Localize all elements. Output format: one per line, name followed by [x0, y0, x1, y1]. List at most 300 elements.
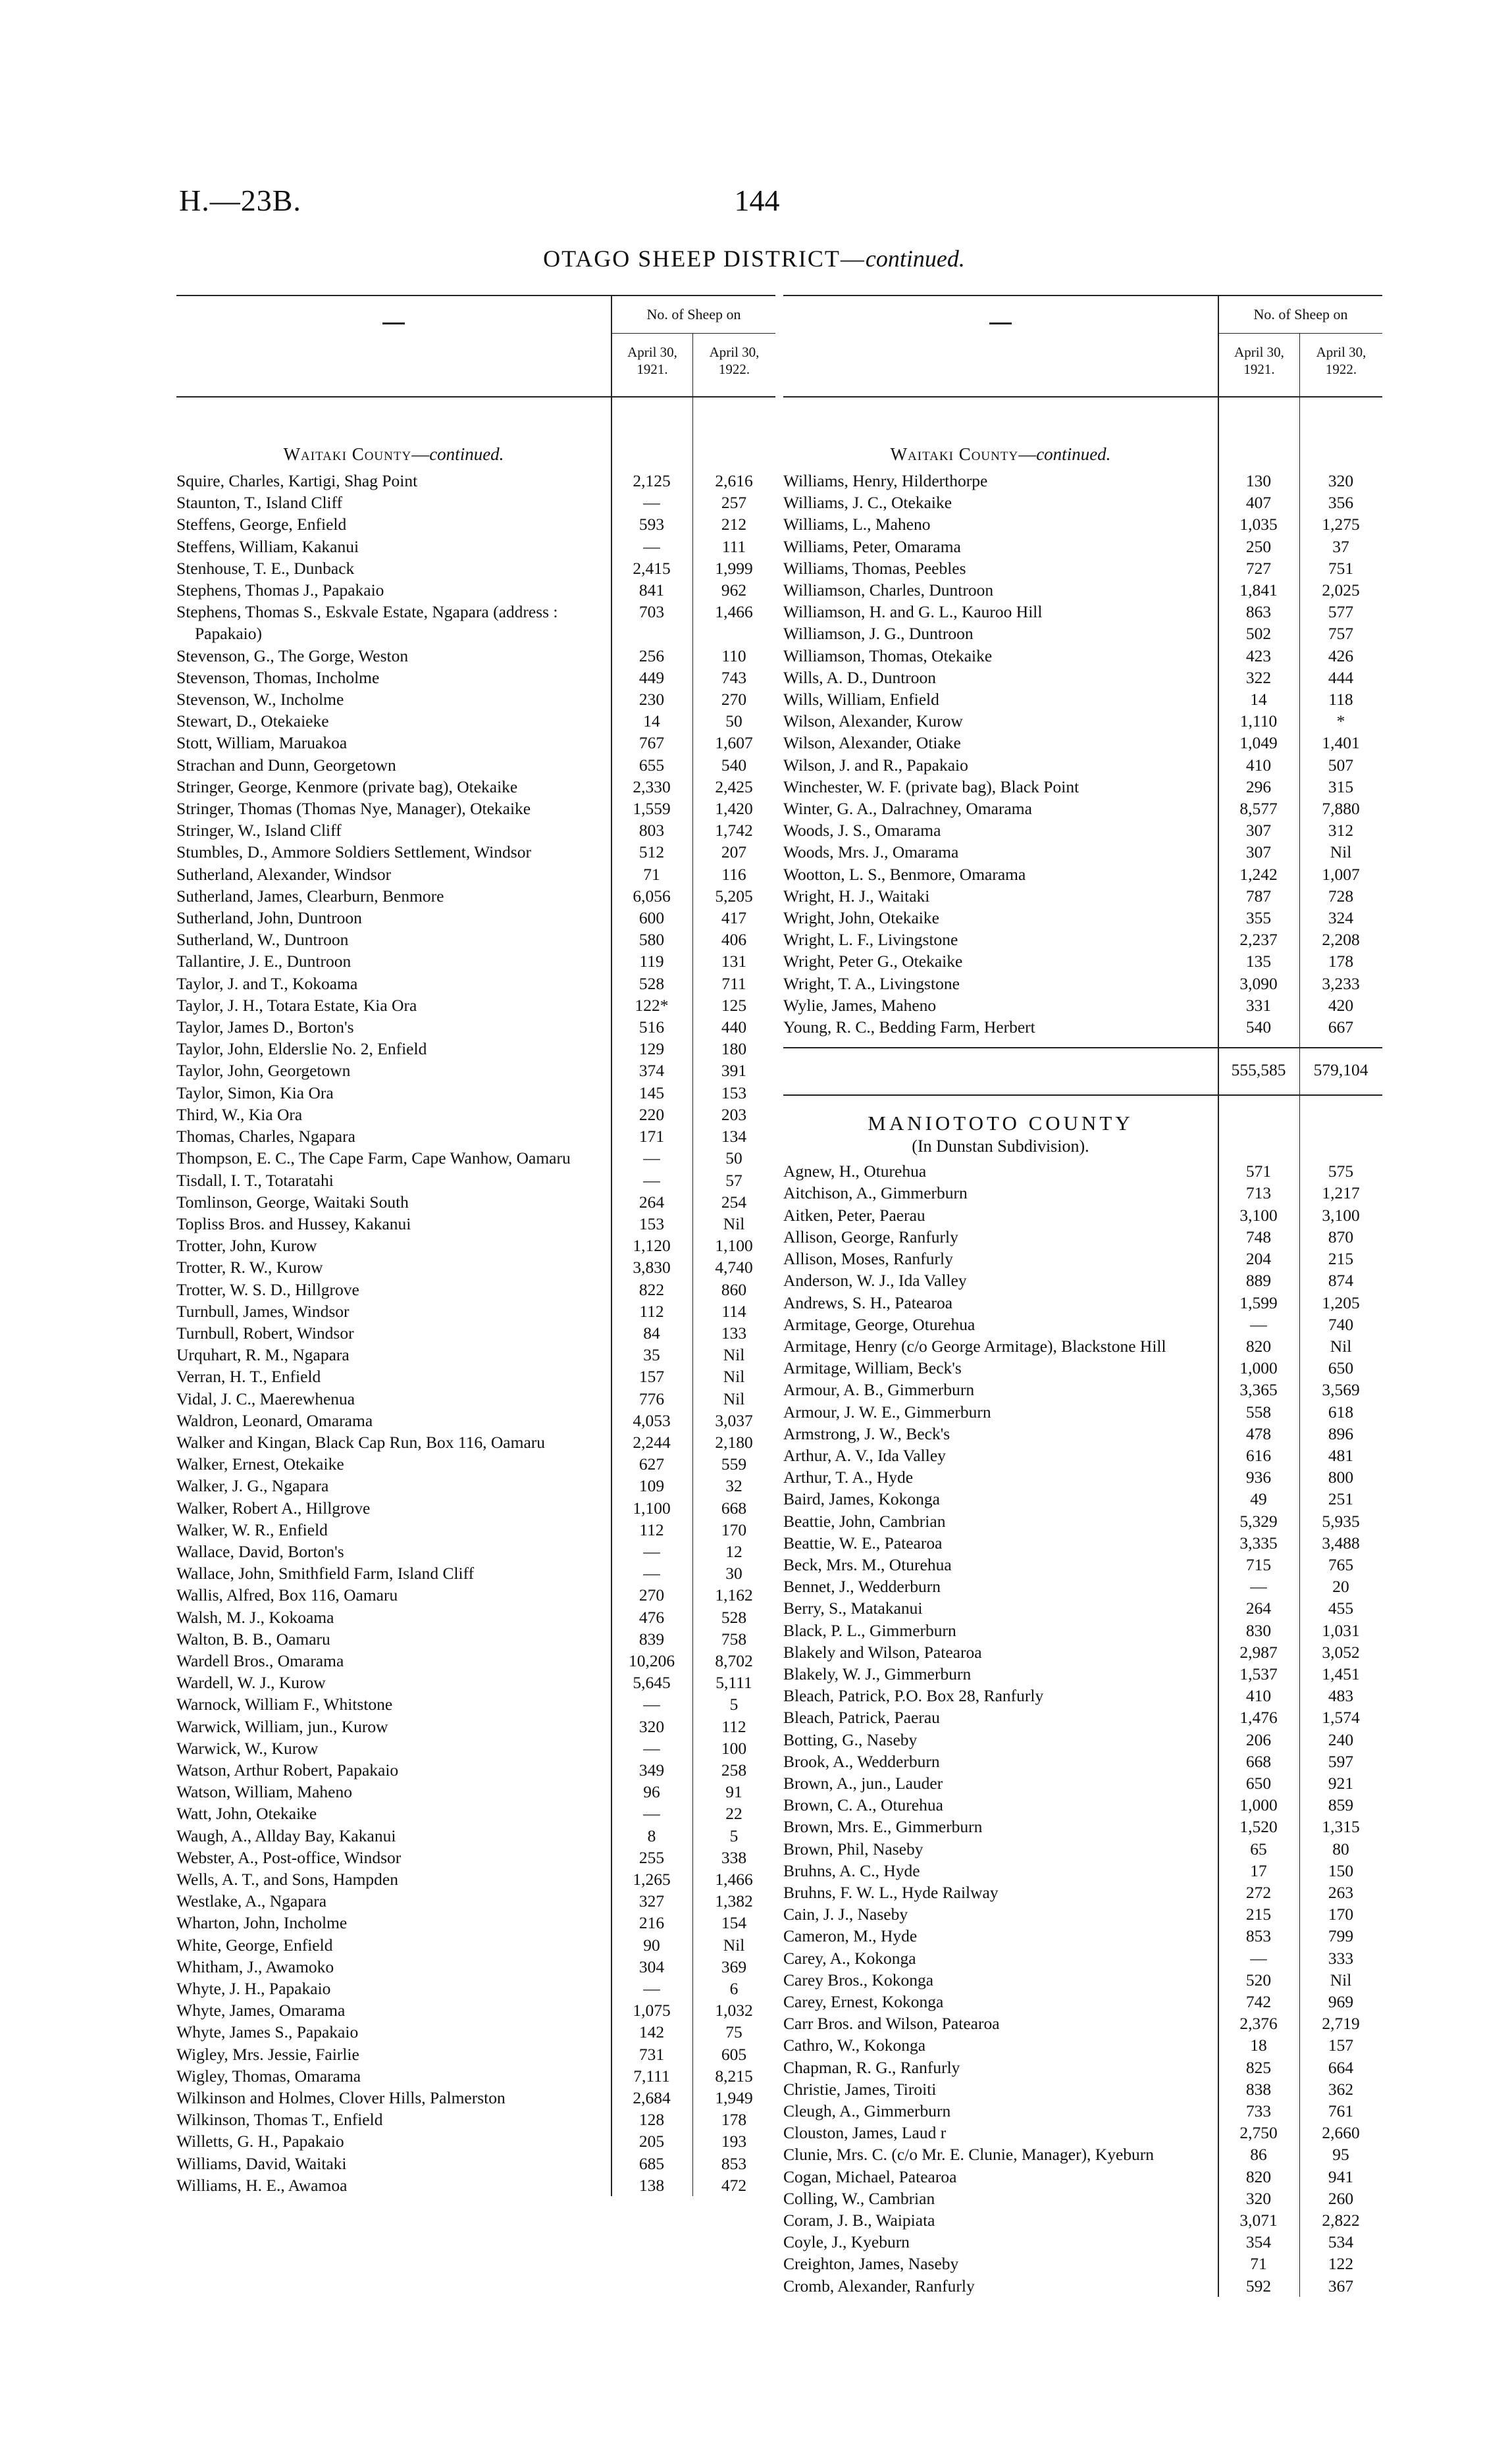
table-row	[176, 2087, 775, 2109]
sheep-1922: 100	[721, 1738, 747, 1758]
table-row	[176, 645, 775, 667]
table-row	[176, 1999, 775, 2021]
owner-name: Walker, W. R., Enfield	[176, 1520, 328, 1539]
total-1921: 555,585	[1231, 1060, 1286, 1080]
sheep-1922: 1,451	[1322, 1664, 1360, 1683]
owner-name: Brown, Phil, Naseby	[783, 1839, 923, 1859]
sheep-1921: 540	[1245, 1017, 1272, 1037]
sheep-1921: 668	[1245, 1751, 1272, 1771]
owner-name: Armitage, Henry (c/o George Armitage), Blackstone Hill	[783, 1336, 1166, 1356]
sheep-1922: 1,162	[715, 1585, 753, 1605]
table-row	[783, 2122, 1382, 2143]
county-continued: continued.	[429, 444, 504, 464]
owner-name: Coram, J. B., Waipiata	[783, 2211, 935, 2230]
sheep-1921: —	[643, 536, 660, 556]
sheep-1922: 534	[1328, 2232, 1354, 2252]
sheep-1922: 668	[721, 1498, 747, 1518]
table-row	[176, 513, 775, 535]
table-row	[176, 1759, 775, 1781]
table-row	[783, 732, 1382, 754]
sheep-1922: 178	[1328, 952, 1354, 971]
sheep-1921: 3,830	[633, 1258, 671, 1277]
sheep-1921: 727	[1245, 558, 1272, 578]
sheep-1921: 14	[643, 711, 660, 731]
sheep-1922: 859	[1328, 1795, 1354, 1815]
sheep-1922: 95	[1332, 2145, 1349, 2165]
sheep-1922: 2,719	[1322, 2014, 1360, 2034]
table-row	[176, 1541, 775, 1562]
table-row	[176, 1475, 775, 1497]
owner-name: Bennet, J., Wedderburn	[783, 1577, 941, 1597]
sheep-1922: 921	[1328, 1773, 1354, 1793]
sheep-1921: 264	[1245, 1599, 1272, 1618]
sheep-1921: 322	[1245, 667, 1272, 687]
sheep-1921: —	[643, 1541, 660, 1561]
table-header	[783, 295, 1382, 398]
sheep-1921: 255	[638, 1847, 665, 1867]
sheep-1922: 5,111	[715, 1673, 752, 1693]
owner-name: Brown, A., jun., Lauder	[783, 1773, 943, 1793]
table-row	[176, 1410, 775, 1431]
owner-name: Chapman, R. G., Ranfurly	[783, 2057, 960, 2077]
table-row	[783, 2034, 1382, 2056]
sheep-1922: 483	[1328, 1686, 1354, 1706]
header-col-1922-line2: 1922.	[1325, 361, 1357, 377]
sheep-1922: 1,420	[715, 799, 753, 819]
table-row	[783, 667, 1382, 688]
table-row	[783, 2100, 1382, 2122]
owner-name: Brown, Mrs. E., Gimmerburn	[783, 1817, 983, 1837]
sheep-1922: 1,032	[715, 2001, 753, 2020]
owner-name: Armitage, William, Beck's	[783, 1358, 962, 1378]
owner-name: Topliss Bros. and Hussey, Kakanui	[176, 1214, 411, 1233]
sheep-1922: 338	[721, 1847, 747, 1867]
sheep-1921: 90	[643, 1935, 660, 1955]
table-row	[176, 1956, 775, 1978]
owner-name: Bleach, Patrick, Paerau	[783, 1708, 940, 1728]
table-row	[176, 819, 775, 841]
owner-name: Wharton, John, Incholme	[176, 1913, 348, 1933]
owner-name: Stevenson, G., The Gorge, Weston	[176, 646, 409, 665]
owner-name: Third, W., Kia Ora	[176, 1104, 303, 1124]
header-col-1921-line1: April 30,	[627, 344, 677, 360]
county-name: Waitaki County	[890, 444, 1019, 464]
owner-name: Williams, Thomas, Peebles	[783, 558, 966, 578]
table-row	[783, 1816, 1382, 1837]
sheep-1921: 14	[1250, 690, 1267, 709]
table-row	[176, 841, 775, 863]
sheep-1921: 627	[638, 1454, 665, 1474]
owner-name: Walker, Ernest, Otekaike	[176, 1454, 344, 1474]
table-row	[783, 1576, 1382, 1597]
sheep-1922: 758	[721, 1629, 747, 1649]
sheep-1921: 1,476	[1239, 1708, 1278, 1728]
owner-name: Whyte, James, Omarama	[176, 2001, 346, 2020]
table-row	[783, 1641, 1382, 1663]
owner-name: Botting, G., Naseby	[783, 1730, 918, 1749]
header-dash	[382, 322, 405, 324]
table-row	[176, 1737, 775, 1759]
owner-name: Stott, William, Maruakoa	[176, 733, 348, 753]
sheep-1921: 1,035	[1239, 515, 1278, 534]
sheep-1921: 96	[643, 1782, 660, 1802]
table-row	[783, 2078, 1382, 2100]
sheep-1922: 37	[1332, 536, 1349, 556]
owner-name: Winchester, W. F. (private bag), Black Point	[783, 777, 1079, 796]
owner-name: Walsh, M. J., Kokoama	[176, 1607, 334, 1627]
sheep-1922: 1,466	[715, 1870, 753, 1889]
row-list	[783, 1160, 1382, 2297]
sheep-1921: 825	[1245, 2057, 1272, 2077]
sheep-1922: 258	[721, 1760, 747, 1780]
owner-name: Baird, James, Kokonga	[783, 1489, 940, 1509]
table-row	[176, 470, 775, 492]
sheep-1921: 1,265	[633, 1870, 671, 1889]
county-total-row	[783, 1047, 1382, 1096]
sheep-1922: 170	[721, 1520, 747, 1539]
sheep-1921: 145	[638, 1083, 665, 1102]
sheep-1921: 822	[638, 1279, 665, 1299]
sheep-1922: 426	[1328, 646, 1354, 665]
owner-name: White, George, Enfield	[176, 1935, 333, 1955]
sheep-1922: 6	[729, 1979, 739, 1999]
header-col-1922	[692, 333, 775, 396]
sheep-1921: 2,415	[633, 558, 671, 578]
owner-name: Anderson, W. J., Ida Valley	[783, 1271, 967, 1291]
table-row	[176, 536, 775, 557]
sheep-1921: 600	[638, 908, 665, 928]
sheep-1921: 650	[1245, 1773, 1272, 1793]
owner-name: Wilson, Alexander, Kurow	[783, 711, 963, 731]
owner-name: Tallantire, J. E., Duntroon	[176, 952, 351, 971]
owner-name: Arthur, T. A., Hyde	[783, 1468, 914, 1487]
owner-name: Bruhns, F. W. L., Hyde Railway	[783, 1882, 999, 1902]
table-row	[176, 1104, 775, 1125]
sheep-1922: 1,382	[715, 1891, 753, 1911]
owner-name: Beck, Mrs. M., Oturehua	[783, 1554, 952, 1574]
sheep-1922: 853	[721, 2153, 747, 2173]
owner-name: Carey Bros., Kokonga	[783, 1970, 934, 1989]
table-row	[783, 1882, 1382, 1903]
sheep-1921: 49	[1250, 1489, 1267, 1509]
sheep-1922: 110	[721, 646, 746, 665]
table-row	[783, 819, 1382, 841]
sheep-1921: 936	[1245, 1468, 1272, 1487]
sheep-1922: 8,702	[715, 1651, 753, 1670]
sheep-1921: —	[643, 1564, 660, 1583]
sheep-1921: 206	[1245, 1730, 1272, 1749]
sheep-1921: 1,520	[1239, 1817, 1278, 1837]
sheep-1921: 1,120	[633, 1236, 671, 1256]
sheep-1921: 2,684	[633, 2088, 671, 2108]
sheep-1921: 10,206	[628, 1651, 675, 1670]
owner-name: Clouston, James, Laud r	[783, 2123, 947, 2143]
sheep-1922: 941	[1328, 2167, 1354, 2186]
sheep-1921: 17	[1250, 1861, 1267, 1880]
sheep-1921: 410	[1245, 755, 1272, 775]
table-row	[176, 1847, 775, 1868]
owner-name: Carr Bros. and Wilson, Patearoa	[783, 2014, 1000, 2034]
owner-name: Carey, A., Kokonga	[783, 1948, 916, 1968]
sheep-1921: —	[1250, 1577, 1267, 1597]
header-col-1922-line1: April 30,	[1316, 344, 1366, 360]
sheep-1921: 502	[1245, 624, 1272, 644]
owner-name: Williams, David, Waitaki	[176, 2153, 347, 2173]
owner-name: Williams, H. E., Awamoa	[176, 2175, 348, 2195]
owner-name: Trotter, W. S. D., Hillgrove	[176, 1279, 359, 1299]
sheep-1922: 118	[1328, 690, 1353, 709]
county-heading: Waitaki County—continued.	[890, 444, 1111, 464]
table-row	[783, 1401, 1382, 1423]
sheep-1922: 20	[1332, 1577, 1349, 1597]
sheep-1922: 356	[1328, 493, 1354, 513]
sheep-1922: 711	[721, 973, 746, 993]
sheep-1921: 296	[1245, 777, 1272, 796]
sheep-1922: 1,100	[715, 1236, 753, 1256]
sheep-1922: Nil	[1330, 842, 1352, 862]
sheep-1921: 593	[638, 515, 665, 534]
sheep-1921: 71	[1250, 2254, 1267, 2274]
sheep-1922: 650	[1328, 1358, 1354, 1378]
sheep-1922: 12	[725, 1541, 742, 1561]
sheep-1921: 715	[1245, 1554, 1272, 1574]
table-row	[176, 1868, 775, 1890]
owner-name: Wallace, David, Borton's	[176, 1541, 344, 1561]
sheep-1921: 733	[1245, 2101, 1272, 2121]
owner-name: Strachan and Dunn, Georgetown	[176, 755, 396, 775]
table-row	[176, 1934, 775, 1956]
table-row	[783, 1379, 1382, 1400]
table-body	[783, 398, 1382, 2297]
owner-name: Squire, Charles, Kartigi, Shag Point	[176, 471, 418, 490]
sheep-1922: 111	[721, 536, 746, 556]
table-row	[783, 1160, 1382, 1182]
header-col-1921	[611, 333, 692, 396]
sheep-1921: 354	[1245, 2232, 1272, 2252]
sheep-1922: 751	[1328, 558, 1354, 578]
sheep-1922: 8,215	[715, 2066, 753, 2086]
county-heading: Waitaki County—continued.	[283, 444, 504, 464]
table-row	[783, 907, 1382, 929]
table-row	[783, 513, 1382, 535]
sheep-1922: 577	[1328, 602, 1354, 622]
sheep-1922: 3,233	[1322, 973, 1360, 993]
sheep-1921: 3,365	[1239, 1380, 1278, 1400]
row-list	[176, 470, 775, 2196]
sheep-1921: —	[643, 1738, 660, 1758]
table-row	[783, 994, 1382, 1016]
row-list	[783, 470, 1382, 1038]
sheep-1922: 667	[1328, 1017, 1354, 1037]
table-row	[176, 1781, 775, 1803]
sheep-1922: 559	[721, 1454, 747, 1474]
table-row	[176, 1803, 775, 1824]
owner-name: Warwick, William, jun., Kurow	[176, 1716, 388, 1736]
table-row	[783, 536, 1382, 557]
sheep-1922: 664	[1328, 2057, 1354, 2077]
sheep-1922: 5,205	[715, 886, 753, 906]
sheep-1921: 787	[1245, 886, 1272, 906]
table-row	[176, 1169, 775, 1191]
sheep-1921: 331	[1245, 995, 1272, 1015]
sheep-1922: 5,935	[1322, 1511, 1360, 1531]
sheep-1921: 1,049	[1239, 733, 1278, 753]
table-row	[176, 1519, 775, 1541]
owner-name: Williamson, H. and G. L., Kauroo Hill	[783, 602, 1043, 622]
sheep-1921: —	[643, 1148, 660, 1168]
table-row	[176, 1279, 775, 1300]
owner-name: Wilkinson, Thomas T., Enfield	[176, 2110, 383, 2130]
county-continued: continued.	[1036, 444, 1111, 464]
total-1922: 579,104	[1313, 1060, 1368, 1080]
owner-name: Warnock, William F., Whitstone	[176, 1695, 393, 1714]
table-row	[783, 688, 1382, 710]
table-row	[783, 973, 1382, 994]
county-name: Waitaki County	[283, 444, 412, 464]
page-number: 144	[734, 184, 780, 217]
sheep-1921: 112	[639, 1301, 664, 1321]
sheep-1922: 178	[721, 2110, 747, 2130]
sheep-1922: 1,401	[1322, 733, 1360, 753]
sheep-1922: 2,208	[1322, 930, 1360, 950]
owner-name: Cathro, W., Kokonga	[783, 2036, 926, 2055]
sheep-1922: 22	[725, 1804, 742, 1824]
sheep-1921: 35	[643, 1345, 660, 1365]
sheep-1922: 260	[1328, 2188, 1354, 2208]
subtitle-main: OTAGO SHEEP DISTRICT—	[543, 245, 866, 272]
sheep-1921: 215	[1245, 1905, 1272, 1924]
sheep-1922: 1,217	[1322, 1183, 1360, 1203]
sheep-1922: 3,569	[1322, 1380, 1360, 1400]
owner-name: Young, R. C., Bedding Farm, Herbert	[783, 1017, 1035, 1037]
sheep-1921: 423	[1245, 646, 1272, 665]
owner-name: Watson, William, Maheno	[176, 1782, 352, 1802]
owner-name: Taylor, J. H., Totara Estate, Kia Ora	[176, 995, 417, 1015]
table-row	[176, 1628, 775, 1650]
owner-name: Bruhns, A. C., Hyde	[783, 1861, 920, 1880]
sheep-1921: 8,577	[1239, 799, 1278, 819]
sheep-1921: 685	[638, 2153, 665, 2173]
table-row	[176, 885, 775, 907]
sheep-1922: 170	[1328, 1905, 1354, 1924]
sheep-1921: 374	[638, 1061, 665, 1081]
sheep-1921: —	[643, 1804, 660, 1824]
table-row	[783, 1466, 1382, 1488]
table-row	[176, 1322, 775, 1344]
sheep-1921: 18	[1250, 2036, 1267, 2055]
sheep-1921: 327	[638, 1891, 665, 1911]
owner-name: Winter, G. A., Dalrachney, Omarama	[783, 799, 1032, 819]
header-col-1921	[1218, 333, 1299, 396]
table-row	[176, 2130, 775, 2152]
left-table	[176, 295, 775, 2196]
owner-name: Agnew, H., Oturehua	[783, 1162, 927, 1181]
sheep-1922: 2,025	[1322, 580, 1360, 600]
sheep-1922: 896	[1328, 1424, 1354, 1443]
sheep-1922: 153	[721, 1083, 747, 1102]
owner-name: Williams, J. C., Otekaike	[783, 493, 952, 513]
sheep-1922: 7,880	[1322, 799, 1360, 819]
table-row	[176, 1890, 775, 1912]
owner-name: Colling, W., Cambrian	[783, 2188, 935, 2208]
subtitle-continued: continued.	[865, 245, 965, 272]
owner-name: Wallis, Alfred, Box 116, Oamaru	[176, 1585, 398, 1605]
table-row	[176, 1235, 775, 1256]
sheep-1922: 215	[1328, 1249, 1354, 1269]
table-row	[783, 2209, 1382, 2231]
sheep-1922: 240	[1328, 1730, 1354, 1749]
sheep-1922: 125	[721, 995, 747, 1015]
table-row	[176, 1213, 775, 1235]
table-row	[783, 1532, 1382, 1554]
sheep-1921: 1,100	[633, 1498, 671, 1518]
sheep-1921: 65	[1250, 1839, 1267, 1859]
owner-name: Wilson, J. and R., Papakaio	[783, 755, 968, 775]
sheep-1922: 597	[1328, 1751, 1354, 1771]
owner-name: Allison, Moses, Ranfurly	[783, 1249, 953, 1269]
sheep-1922: 3,037	[715, 1410, 753, 1430]
owner-name: Allison, George, Ranfurly	[783, 1227, 958, 1246]
sheep-1922: 75	[725, 2022, 742, 2042]
sheep-1921: 128	[638, 2110, 665, 2130]
table-row	[783, 2013, 1382, 2034]
owner-name: Armour, J. W. E., Gimmerburn	[783, 1402, 991, 1422]
table-row	[176, 579, 775, 601]
sheep-1921: 803	[638, 821, 665, 840]
table-row	[176, 1038, 775, 1060]
sheep-1921: 84	[643, 1323, 660, 1343]
sheep-1921: 1,075	[633, 2001, 671, 2020]
owner-name: Aitchison, A., Gimmerburn	[783, 1183, 968, 1203]
table-row	[176, 1453, 775, 1475]
sheep-1921: 863	[1245, 602, 1272, 622]
owner-name: Wilkinson and Holmes, Clover Hills, Palmerston	[176, 2088, 506, 2108]
owner-name: Taylor, Simon, Kia Ora	[176, 1083, 334, 1102]
sheep-1921: 1,000	[1239, 1358, 1278, 1378]
sheep-1921: 731	[638, 2044, 665, 2064]
owner-name: Aitken, Peter, Paerau	[783, 1205, 925, 1225]
sheep-1922: 874	[1328, 1271, 1354, 1291]
sheep-1922: 740	[1328, 1314, 1354, 1334]
sheep-1922: 5	[729, 1826, 739, 1845]
owner-name: Westlake, A., Ngapara	[176, 1891, 327, 1911]
sheep-1921: 476	[638, 1607, 665, 1627]
table-row	[176, 1912, 775, 1934]
owner-name: Wylie, James, Maheno	[783, 995, 937, 1015]
table-row	[783, 863, 1382, 885]
owner-name: Armitage, George, Oturehua	[783, 1314, 975, 1334]
sheep-1922: 969	[1328, 1992, 1354, 2011]
sheep-1922: 2,616	[715, 471, 753, 490]
sheep-1922: Nil	[1330, 1970, 1352, 1989]
sheep-1921: 558	[1245, 1402, 1272, 1422]
header-col-1921-line2: 1921.	[637, 361, 668, 377]
owner-name: Carey, Ernest, Kokonga	[783, 1992, 944, 2011]
sheep-1921: 1,110	[1239, 711, 1278, 731]
sheep-1922: 2,822	[1322, 2211, 1360, 2230]
sheep-1922: 122	[1328, 2254, 1354, 2274]
sheep-1922: 193	[721, 2132, 747, 2151]
owner-name: Stringer, George, Kenmore (private bag), Otekaike	[176, 777, 518, 796]
table-row	[783, 1335, 1382, 1357]
owner-name: Stevenson, W., Incholme	[176, 690, 344, 709]
sheep-1921: 3,100	[1239, 1205, 1278, 1225]
sheep-1921: 820	[1245, 1336, 1272, 1356]
sheep-1921: —	[643, 1170, 660, 1190]
sheep-1921: 1,537	[1239, 1664, 1278, 1683]
owner-name: Wallace, John, Smithfield Farm, Island Cliff	[176, 1564, 475, 1583]
table-row	[783, 1663, 1382, 1685]
